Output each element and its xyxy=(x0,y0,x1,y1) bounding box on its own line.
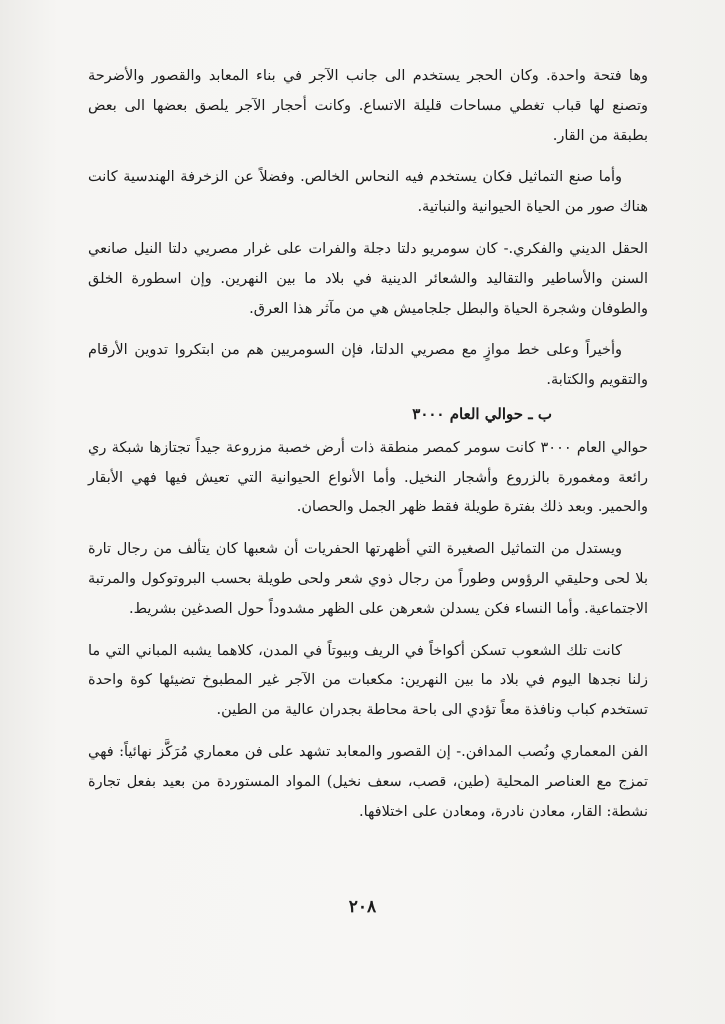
paragraph-4: وأخيراً وعلى خط موازٍ مع مصريي الدلتا، فإن السومريين هم من ابتكروا تدوين الأرقام والتقويم والكتابة. xyxy=(88,342,648,389)
paragraph-6: ويستدل من التماثيل الصغيرة التي أظهرتها الحفريات أن شعبها كان يتألف من رجال تارة بلا لحى وحليقي الرؤوس وطوراً من رجال ذوي شعر ولحى طويلة بحسب البروتوكول والمرتبة الاجتماعية. وأما النساء فكن يسدلن شعرهن على الظهر مشدوداً حول الصدغين بشريط. xyxy=(88,541,648,617)
page-body-text xyxy=(88,62,648,831)
page-number: ٢٠٨ xyxy=(348,897,377,917)
section-heading: ب ـ حوالي العام ٣٠٠٠ xyxy=(412,404,552,423)
paragraph-5: حوالي العام ٣٠٠٠ كانت سومر كمصر منطقة ذات أرض خصبة مزروعة جيداً تجتازها شبكة ري رائعة ومغمورة بالزروع وأشجار النخيل. وأما الأنواع الحيوانية التي تعيش فيها فهي الأبقار والحمير. وبعد ذلك بفترة طويلة فقط ظهر الجمل والحصان. xyxy=(88,439,648,516)
paragraph-3: الحقل الديني والفكري.- كان سومريو دلتا دجلة والفرات على غرار مصريي دلتا النيل صانعي السنن والأساطير والتقاليد والشعائر الدينية في بلاد ما بين النهرين. وإن اسطورة الخلق والطوفان وشجرة الحياة والبطل جلجاميش هي من مآثر هذا العرق. xyxy=(88,240,648,317)
paragraph-8: الفن المعماري ونُصب المدافن.- إن القصور والمعابد تشهد على فن معماري مُرَكَّز نهائياً: فهي تمزج مع العناصر المحلية (طين، قصب، سعف نخيل) المواد المستوردة من بعيد بفعل تجارة نشطة: القار، معادن نادرة، ومعادن على اختلافها. xyxy=(88,743,648,820)
paragraph-1: وها فتحة واحدة. وكان الحجر يستخدم الى جانب الآجر في بناء المعابد والقصور والأضرحة وتصنع لها قباب تغطي مساحات قليلة الاتساع. وكانت أحجار الآجر يلصق بعضها الى بعض بطبقة من القار. xyxy=(88,68,648,144)
paragraph-2: وأما صنع التماثيل فكان يستخدم فيه النحاس الخالص. وفضلاً عن الزخرفة الهندسية كانت هناك صور من الحياة الحيوانية والنباتية. xyxy=(88,169,648,216)
paragraph-7: كانت تلك الشعوب تسكن أكواخاً في الريف وبيوتاً في المدن، كلاهما يشبه المباني التي ما زلنا نجدها اليوم في بلاد ما بين النهرين: مكعبات من الآجر غير المطبوخ تضيئها كوة واحدة تستخدم كباب ونافذة معاً تؤدي الى باحة محاطة بجدران عالية من الطين. xyxy=(88,642,648,719)
